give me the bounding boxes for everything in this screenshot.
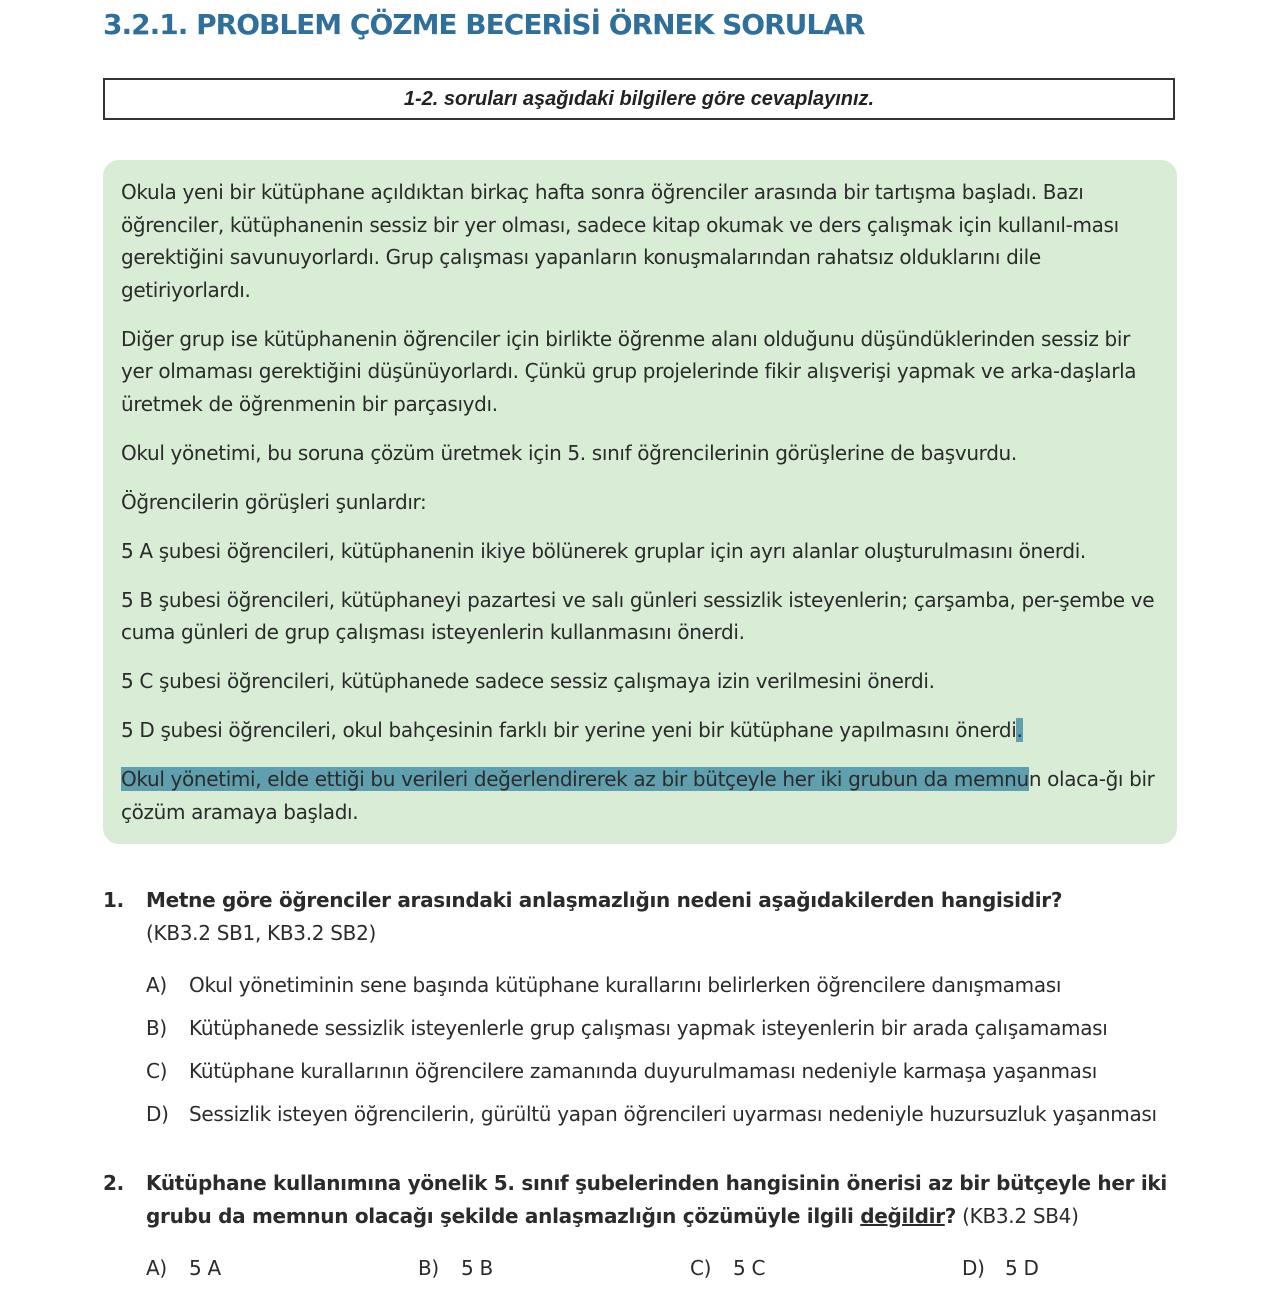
passage-paragraph bbox=[121, 714, 1159, 747]
question-negation: değildir bbox=[860, 1204, 945, 1228]
question-text bbox=[146, 884, 1186, 950]
option-d[interactable] bbox=[962, 1252, 1039, 1285]
section-title: 3.2.1. PROBLEM ÇÖZME BECERİSİ ÖRNEK SORULAR bbox=[103, 8, 865, 41]
text-selection-highlight[interactable]: . bbox=[1016, 718, 1023, 742]
question-2 bbox=[103, 1167, 1193, 1287]
option-letter: B) bbox=[418, 1256, 439, 1280]
question-number: 2. bbox=[103, 1171, 124, 1195]
option-a[interactable] bbox=[146, 1252, 221, 1285]
instruction-box bbox=[103, 78, 1175, 120]
outcome-code: (KB3.2 SB4) bbox=[956, 1204, 1079, 1228]
option-letter: C) bbox=[146, 1059, 168, 1083]
outcome-code: (KB3.2 SB1, KB3.2 SB2) bbox=[146, 921, 377, 945]
passage-paragraph: Okula yeni bir kütüphane açıldıktan birkaç hafta sonra öğrenciler arasında bir tartışma başladı. Bazı öğrenciler, kütüphanenin sessiz bir yer olması, sadece kitap okumak ve ders çalışmak için kullanıl-ması gerektiğini savunuyorlardı. Grup çalışması yapanların konuşmalarından rahatsız olduklarını dile getiriyorlardı. bbox=[121, 180, 1119, 302]
option-a[interactable] bbox=[146, 969, 1061, 1002]
instruction-text: 1-2. soruları aşağıdaki bilgilere göre cevaplayınız. bbox=[403, 87, 875, 110]
option-letter: C) bbox=[690, 1256, 712, 1280]
passage-paragraph: Okul yönetimi, bu soruna çözüm üretmek için 5. sınıf öğrencilerinin görüşlerine de başvurdu. bbox=[121, 440, 1017, 465]
question-mark: ? bbox=[944, 1204, 957, 1228]
passage-paragraph: 5 A şubesi öğrencileri, kütüphanenin ikiye bölünerek gruplar için ayrı alanlar oluşturulmasını önerdi. bbox=[121, 538, 1086, 563]
option-letter: A) bbox=[146, 973, 167, 997]
option-text: 5 B bbox=[461, 1256, 493, 1280]
option-letter: D) bbox=[962, 1256, 985, 1280]
option-c[interactable] bbox=[690, 1252, 765, 1285]
question-text bbox=[146, 1167, 1186, 1233]
option-b[interactable] bbox=[146, 1012, 1108, 1045]
option-text: 5 A bbox=[189, 1256, 221, 1280]
option-text: Kütüphane kurallarının öğrencilere zamanında duyurulmaması nedeniyle karmaşa yaşanması bbox=[189, 1059, 1097, 1083]
passage-box bbox=[103, 160, 1177, 844]
passage-paragraph: 5 B şubesi öğrencileri, kütüphaneyi pazartesi ve salı günleri sessizlik isteyenlerin; çarşamba, per-şembe ve cuma günleri de grup çalışması isteyenlerin kullanmasını önerdi. bbox=[121, 587, 1155, 644]
question-stem: Metne göre öğrenciler arasındaki anlaşmazlığın nedeni aşağıdakilerden hangisidir? bbox=[146, 888, 1063, 912]
option-c[interactable] bbox=[146, 1055, 1097, 1088]
option-text: 5 D bbox=[1005, 1256, 1039, 1280]
option-letter: D) bbox=[146, 1102, 169, 1126]
option-letter: B) bbox=[146, 1016, 167, 1040]
option-text: Okul yönetiminin sene başında kütüphane kurallarını belirlerken öğrencilere danışmaması bbox=[189, 973, 1062, 997]
option-text: Sessizlik isteyen öğrencilerin, gürültü yapan öğrencileri uyarması nedeniyle huzursuzluk yaşanması bbox=[189, 1102, 1157, 1126]
option-letter: A) bbox=[146, 1256, 167, 1280]
passage-paragraph: Öğrencilerin görüşleri şunlardır: bbox=[121, 489, 427, 514]
option-text: 5 C bbox=[733, 1256, 766, 1280]
text-selection-highlight[interactable]: Okul yönetimi, elde ettiği bu verileri değerlendirerek az bir bütçeyle her iki grubun da memnu bbox=[121, 767, 1029, 791]
passage-paragraph: 5 C şubesi öğrencileri, kütüphanede sadece sessiz çalışmaya izin verilmesini önerdi. bbox=[121, 669, 935, 693]
question-1 bbox=[103, 884, 1193, 1124]
passage-text: 5 D şubesi öğrencileri, okul bahçesinin farklı bir yerine yeni bir kütüphane yapılmasını önerdi bbox=[121, 718, 1017, 742]
question-stem: Kütüphane kullanımına yönelik 5. sınıf şubelerinden hangisinin önerisi az bir bütçeyle her iki grubu da memnun olacağı şekilde anlaşmazlığın çözümüyle ilgili bbox=[146, 1171, 1167, 1228]
option-text: Kütüphanede sessizlik isteyenlerle grup çalışması yapmak isteyenlerin bir arada çalışamaması bbox=[189, 1016, 1108, 1040]
passage-paragraph bbox=[121, 763, 1159, 828]
option-d[interactable] bbox=[146, 1098, 1157, 1131]
option-b[interactable] bbox=[418, 1252, 493, 1285]
passage-paragraph: Diğer grup ise kütüphanenin öğrenciler için birlikte öğrenme alanı olduğunu düşündüklerinden sessiz bir yer olmaması gerektiğini düşünüyorlardı. Çünkü grup projelerinde fikir alışverişi yapmak ve arka-daşlarla üretmek de öğrenmenin bir parçasıydı. bbox=[121, 326, 1137, 416]
question-number: 1. bbox=[103, 888, 124, 912]
passage-text: n olaca-ğı bir çözüm aramaya başladı. bbox=[121, 767, 1155, 824]
